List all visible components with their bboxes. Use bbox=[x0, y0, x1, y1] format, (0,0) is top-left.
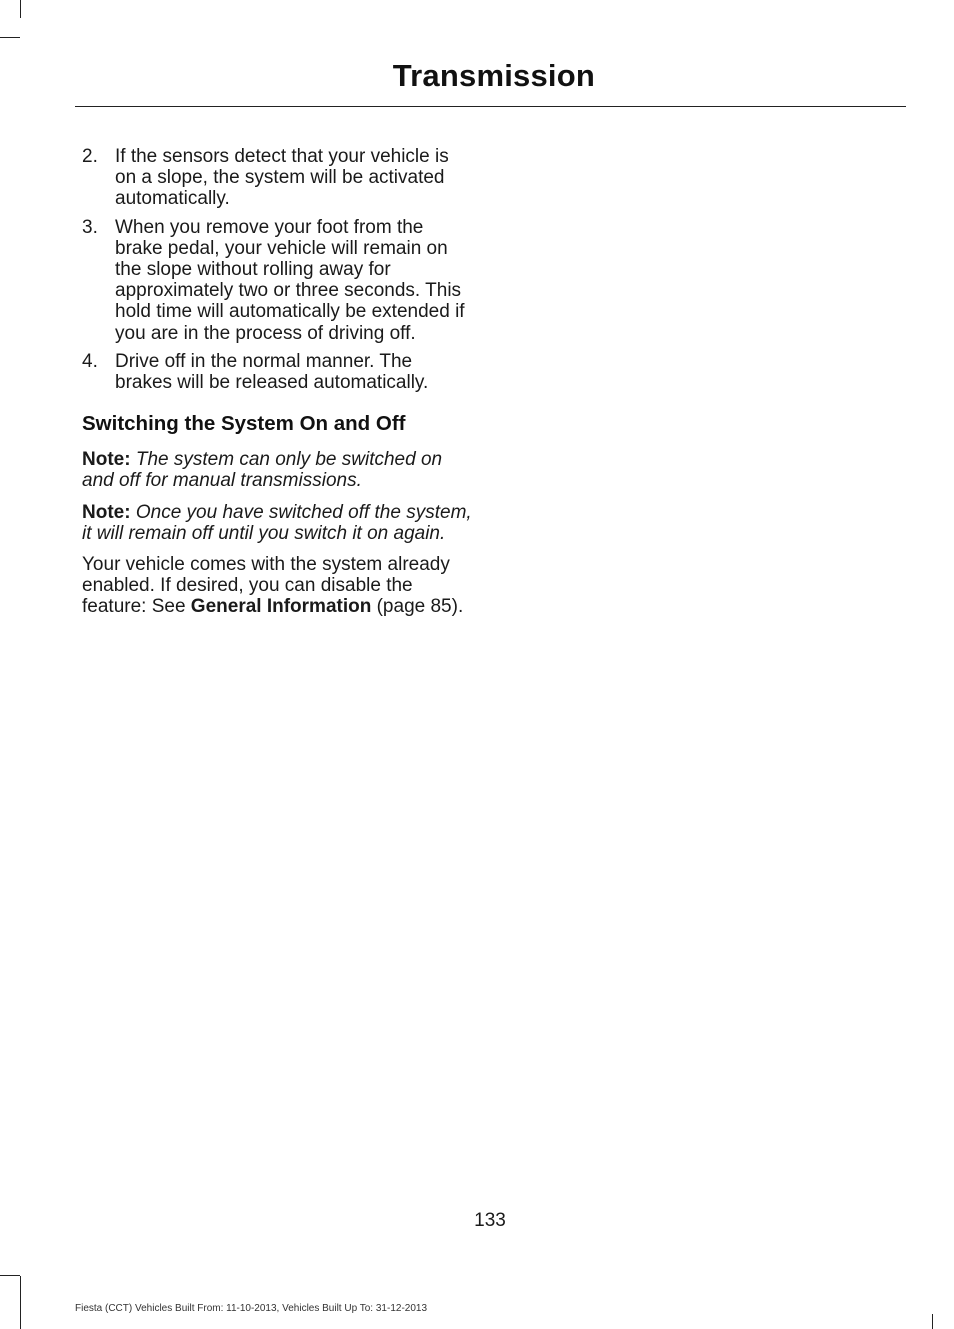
note-paragraph bbox=[82, 449, 474, 491]
page-number: 133 bbox=[474, 1210, 506, 1231]
section-heading: Switching the System On and Off bbox=[82, 412, 406, 436]
step-text: When you remove your foot from the brake pedal, your vehicle will remain on the slope without rolling away for approximately two or three seconds. This hold time will automatically be extended if you are in the process of driving off. bbox=[115, 216, 465, 344]
note-paragraph bbox=[82, 502, 474, 544]
step-text: If the sensors detect that your vehicle is on a slope, the system will be activated automatically. bbox=[115, 146, 449, 210]
crop-mark-top-left-horizontal bbox=[0, 37, 20, 38]
header-divider bbox=[75, 106, 906, 107]
page-title: Transmission bbox=[392, 58, 595, 93]
crop-mark-bottom-left-horizontal bbox=[0, 1275, 20, 1276]
page-reference: (page 85). bbox=[371, 596, 464, 618]
content-column bbox=[82, 146, 474, 628]
step-item bbox=[82, 217, 474, 344]
footer-text: Fiesta (CCT) Vehicles Built From: 11-10-2013, Vehicles Built Up To: 31-12-2013 bbox=[75, 1303, 428, 1314]
step-item bbox=[82, 146, 474, 210]
note-label: Note: bbox=[82, 449, 131, 471]
note-text: Once you have switched off the system, it will remain off until you switch it on again. bbox=[82, 501, 472, 544]
crop-mark-bottom-right-vertical bbox=[932, 1314, 933, 1329]
crop-mark-bottom-left-vertical bbox=[20, 1276, 21, 1329]
note-text: The system can only be switched on and off for manual transmissions. bbox=[82, 449, 443, 492]
crop-mark-top-left-vertical bbox=[20, 0, 21, 18]
cross-reference-link[interactable]: General Information bbox=[190, 596, 372, 618]
step-number: 2. bbox=[82, 146, 98, 167]
step-item bbox=[82, 351, 474, 393]
body-text: Your vehicle comes with the system already enabled. If desired, you can disable the feature: See bbox=[82, 554, 450, 618]
body-paragraph bbox=[82, 554, 474, 618]
step-number: 3. bbox=[82, 216, 98, 238]
step-number: 4. bbox=[82, 350, 98, 372]
note-label: Note: bbox=[82, 501, 131, 523]
step-text: Drive off in the normal manner. The brakes will be released automatically. bbox=[115, 350, 429, 394]
